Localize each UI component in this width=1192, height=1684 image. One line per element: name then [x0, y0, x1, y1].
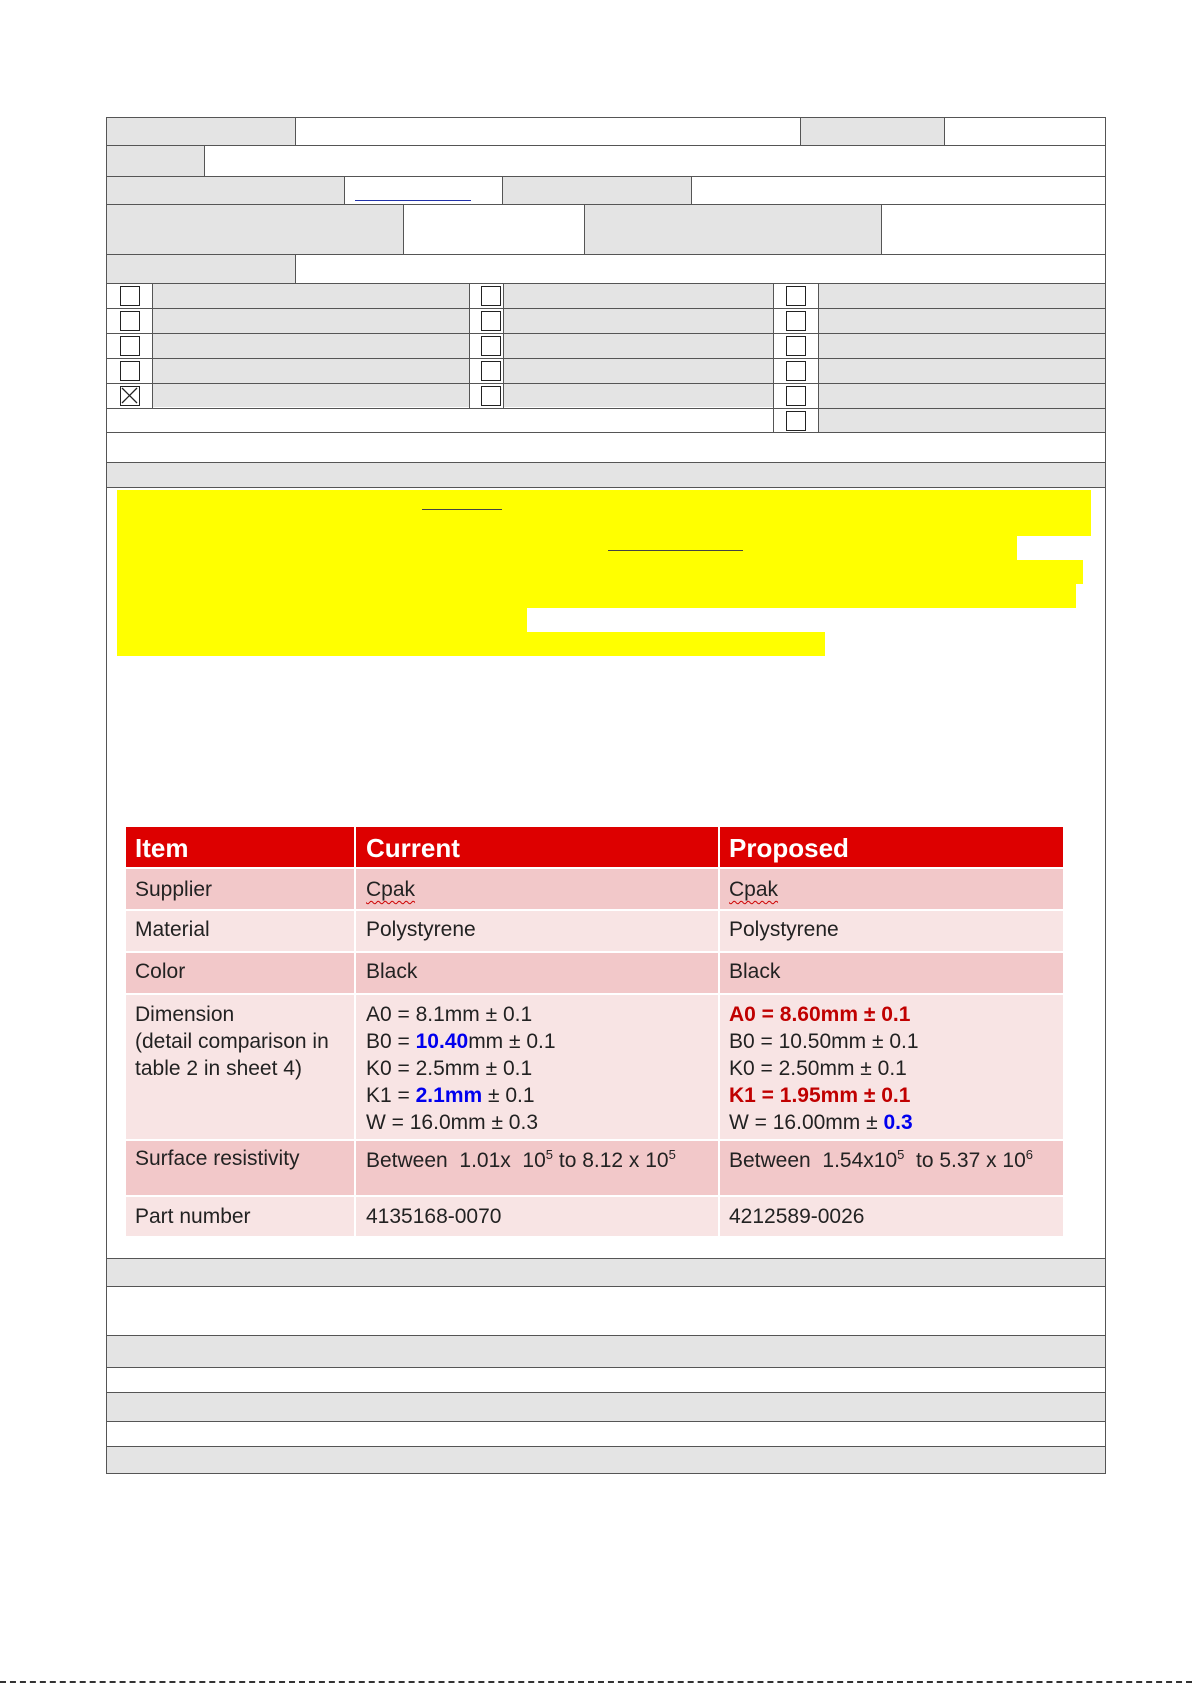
dim-k1-prefix: K1 =: [366, 1084, 416, 1107]
form-label-cell: [584, 204, 882, 255]
dim-proposed-w: [729, 1109, 919, 1136]
header-current: Current: [366, 833, 460, 863]
header-item: Item: [135, 833, 189, 863]
table-row: [126, 911, 1063, 951]
highlight-line: [117, 490, 1091, 536]
checkbox-label-cell: [504, 284, 773, 407]
form-label-cell: [106, 117, 296, 146]
checkbox-label-cell: [153, 284, 469, 407]
checkbox[interactable]: [786, 386, 806, 406]
checkbox[interactable]: [120, 286, 140, 306]
highlight-line: [117, 584, 1076, 608]
dim-b0-prefix: B0 =: [366, 1030, 416, 1053]
page-bottom-rule: [0, 1681, 1192, 1683]
section-header: [106, 1335, 1106, 1368]
part-number-label: Part number: [135, 1205, 251, 1228]
table-row: [126, 953, 1063, 993]
dim-current-k1: [366, 1082, 556, 1109]
section-header: [106, 1392, 1106, 1422]
res-current-exp: 5: [668, 1147, 676, 1162]
part-number-proposed: 4212589-0026: [729, 1205, 865, 1228]
part-number-current: 4135168-0070: [366, 1205, 502, 1228]
supplier-current: Cpak: [366, 878, 416, 901]
form-value-cell[interactable]: [106, 1286, 1106, 1336]
supplier-label: Supplier: [135, 878, 213, 901]
form-label-cell: [106, 176, 345, 205]
highlight-line: [117, 632, 825, 656]
table-row: [126, 869, 1063, 909]
form-value-cell[interactable]: [295, 117, 801, 146]
checkbox[interactable]: [481, 386, 501, 406]
checkbox[interactable]: [481, 311, 501, 331]
dimension-label-line: table 2 in sheet 4): [135, 1057, 302, 1080]
table-row: [126, 1197, 1063, 1236]
checkbox[interactable]: [786, 286, 806, 306]
material-proposed: Polystyrene: [729, 918, 839, 941]
checkbox[interactable]: [481, 286, 501, 306]
text-underline: [422, 509, 502, 510]
form-value-cell[interactable]: [881, 204, 1106, 255]
dim-current-w: W = 16.0mm ± 0.3: [366, 1111, 538, 1134]
dim-k1-suffix: ± 0.1: [482, 1084, 535, 1107]
form-label-cell: [800, 117, 945, 146]
dim-proposed-a0: A0 = 8.60mm ± 0.1: [729, 1003, 911, 1026]
res-proposed-part: Between 1.54x10: [729, 1149, 898, 1172]
dimension-label: [135, 1001, 329, 1082]
form-value-cell[interactable]: [295, 254, 1106, 284]
x-mark-icon: [121, 387, 138, 404]
section-header: [106, 1258, 1106, 1287]
link-underline[interactable]: [355, 200, 471, 201]
checkbox[interactable]: [786, 311, 806, 331]
grid-line: [106, 383, 1106, 384]
res-current-exp: 5: [545, 1147, 554, 1162]
text-underline: [608, 550, 743, 551]
highlight-line: [117, 560, 1083, 584]
color-label: Color: [135, 960, 186, 983]
checkbox[interactable]: [786, 336, 806, 356]
color-proposed: Black: [729, 960, 781, 983]
form-label-cell: [106, 145, 205, 177]
form-value-cell[interactable]: [403, 204, 585, 255]
grid-line: [106, 333, 1106, 334]
form-label-cell: [502, 176, 692, 205]
res-current-part: to 8.12 x 10: [553, 1149, 669, 1172]
section-header: [106, 1446, 1106, 1474]
table-col-divider: [718, 827, 720, 1236]
checkbox[interactable]: [120, 311, 140, 331]
res-proposed-exp: 5: [897, 1147, 905, 1162]
checkbox-checked[interactable]: [120, 386, 140, 406]
dim-proposed-k0: K0 = 2.50mm ± 0.1: [729, 1057, 907, 1080]
grid-divider: [469, 283, 470, 408]
dim-proposed-k1: K1 = 1.95mm ± 0.1: [729, 1084, 911, 1107]
dim-current-k0: K0 = 2.5mm ± 0.1: [366, 1057, 533, 1080]
res-proposed-part: to 5.37 x 10: [904, 1149, 1026, 1172]
table-col-divider: [354, 827, 356, 1236]
checkbox[interactable]: [481, 361, 501, 381]
form-value-cell[interactable]: [106, 1367, 1106, 1393]
color-current: Black: [366, 960, 418, 983]
checkbox[interactable]: [120, 336, 140, 356]
grid-line: [106, 408, 1106, 409]
dim-current-a0: A0 = 8.1mm ± 0.1: [366, 1003, 533, 1026]
resistivity-label: Surface resistivity: [135, 1147, 300, 1170]
table-header-row: [126, 827, 1063, 867]
checkbox[interactable]: [786, 361, 806, 381]
highlight-line: [117, 608, 527, 632]
grid-line: [106, 358, 1106, 359]
grid-divider: [503, 283, 504, 408]
form-value-cell[interactable]: [691, 176, 1106, 205]
form-value-cell[interactable]: [204, 145, 1106, 177]
dim-b0-changed-value: 10.40: [415, 1030, 469, 1053]
grid-line: [106, 308, 1106, 309]
dim-k1-changed-value: 2.1mm: [415, 1084, 483, 1107]
form-value-cell[interactable]: [106, 1421, 1106, 1447]
supplier-proposed: Cpak: [729, 878, 779, 901]
dim-w-prefix: W = 16.00mm ±: [729, 1111, 884, 1134]
header-proposed: Proposed: [729, 833, 849, 863]
highlight-line: [117, 536, 1017, 560]
checkbox[interactable]: [120, 361, 140, 381]
material-label: Material: [135, 918, 210, 941]
form-value-cell[interactable]: [944, 117, 1106, 146]
dimension-current: [366, 1001, 556, 1136]
dim-w-changed-value: 0.3: [883, 1111, 913, 1134]
dim-current-b0: [366, 1028, 556, 1055]
resistivity-current: [366, 1147, 676, 1173]
resistivity-proposed: [729, 1147, 1033, 1173]
res-current-part: Between 1.01x 10: [366, 1149, 546, 1172]
dimension-label-line: Dimension: [135, 1003, 235, 1026]
res-proposed-exp: 6: [1025, 1147, 1034, 1162]
dimension-proposed: [729, 1001, 919, 1136]
section-header-description: [106, 462, 1106, 488]
material-current: Polystyrene: [366, 918, 476, 941]
form-value-cell[interactable]: [106, 432, 1106, 463]
checkbox[interactable]: [786, 411, 806, 431]
dim-proposed-b0: B0 = 10.50mm ± 0.1: [729, 1030, 919, 1053]
checkbox[interactable]: [481, 336, 501, 356]
dimension-label-line: (detail comparison in: [135, 1030, 329, 1053]
form-label-cell: [106, 254, 296, 284]
form-label-cell: [106, 204, 404, 255]
dim-b0-suffix: mm ± 0.1: [468, 1030, 556, 1053]
